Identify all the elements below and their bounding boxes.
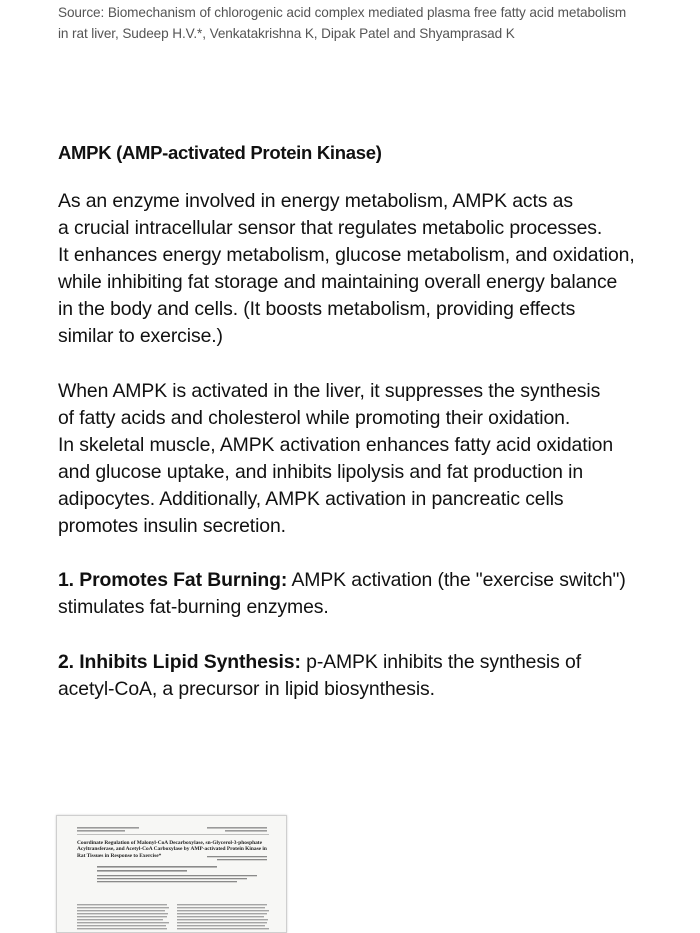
point-label: 2. Inhibits Lipid Synthesis:	[58, 651, 301, 673]
paper-text-lines	[57, 816, 286, 932]
point-line	[58, 649, 688, 676]
point-line	[58, 567, 688, 594]
point-text: AMPK activation (the "exercise switch")	[287, 569, 626, 591]
point-label: 1. Promotes Fat Burning:	[58, 569, 288, 591]
paragraph-line: adipocytes. Additionally, AMPK activation in pancreatic cells	[58, 488, 564, 510]
section-title: AMPK (AMP-activated Protein Kinase)	[58, 142, 382, 163]
source-line: in rat liver, Sudeep H.V.*, Venkatakrishna K, Dipak Patel and Shyamprasad K	[58, 26, 515, 41]
point-line: stimulates fat-burning enzymes.	[58, 596, 329, 618]
paragraph-line: while inhibiting fat storage and maintaining overall energy balance	[58, 271, 618, 293]
paper-title: Coordinate Regulation of Malonyl-CoA Decarboxylase, sn-Glycerol-3-phosphate Acyltransferase, and Acetyl-CoA Carboxylase by AMP-activated Protein Kinase in Rat Tissues in Response to Exercise*	[77, 840, 267, 859]
paragraph-line: In skeletal muscle, AMPK activation enhances fatty acid oxidation	[58, 434, 614, 456]
point-line: acetyl-CoA, a precursor in lipid biosynthesis.	[58, 678, 435, 700]
paragraph-line: It enhances energy metabolism, glucose metabolism, and oxidation,	[58, 244, 635, 266]
paragraph-ampk-overview	[58, 188, 688, 350]
paragraph-ampk-tissues	[58, 378, 688, 540]
source-line: Source: Biomechanism of chlorogenic acid complex mediated plasma free fatty acid metabolism	[58, 5, 627, 20]
point-fat-burning	[58, 567, 688, 621]
paragraph-line: When AMPK is activated in the liver, it suppresses the synthesis	[58, 380, 601, 402]
point-lipid-synthesis	[58, 649, 688, 703]
paragraph-line: and glucose uptake, and inhibits lipolysis and fat production in	[58, 461, 584, 483]
paragraph-line: in the body and cells. (It boosts metabolism, providing effects	[58, 298, 576, 320]
paragraph-line: As an enzyme involved in energy metabolism, AMPK acts as	[58, 190, 573, 212]
source-citation	[58, 2, 658, 44]
point-text: p-AMPK inhibits the synthesis of	[300, 651, 581, 673]
paragraph-line: similar to exercise.)	[58, 325, 223, 347]
paper-thumbnail	[56, 815, 287, 933]
paragraph-line: of fatty acids and cholesterol while promoting their oxidation.	[58, 407, 571, 429]
paragraph-line: promotes insulin secretion.	[58, 515, 286, 537]
paragraph-line: a crucial intracellular sensor that regulates metabolic processes.	[58, 217, 603, 239]
